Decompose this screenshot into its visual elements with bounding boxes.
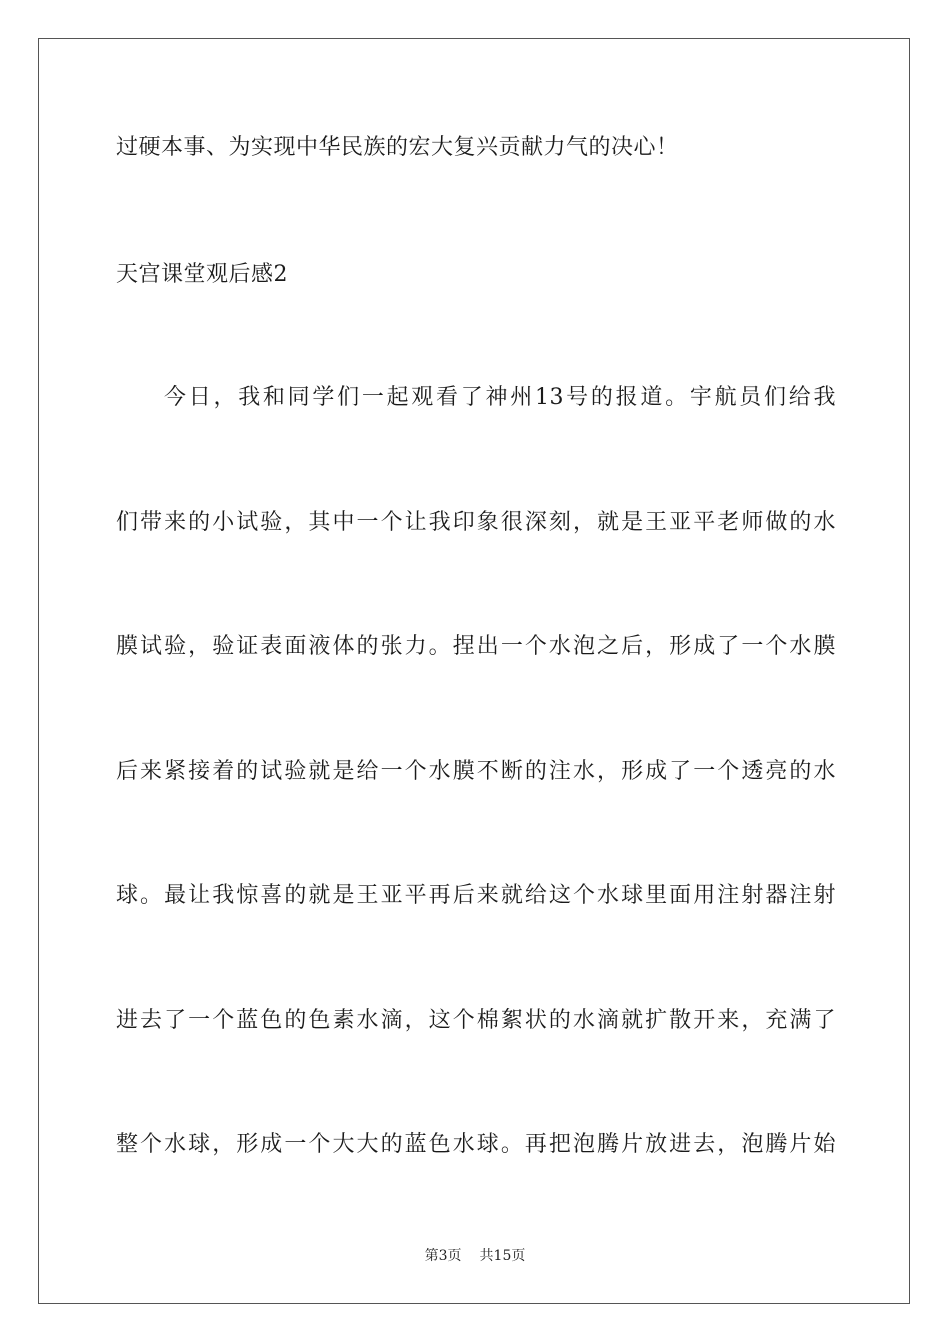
paragraph-line-2: 们带来的小试验，其中一个让我印象很深刻，就是王亚平老师做的水 [116,510,836,535]
paragraph-line-7: 整个水球，形成一个大大的蓝色水球。再把泡腾片放进去，泡腾片始 [116,1132,836,1157]
paragraph-line-3: 膜试验，验证表面液体的张力。捏出一个水泡之后，形成了一个水膜 [116,634,836,659]
page-border [38,38,910,1304]
section-heading: 天宫课堂观后感2 [116,262,288,287]
paragraph-line-1: 今日，我和同学们一起观看了神州13号的报道。宇航员们给我 [164,385,836,410]
text-line-1: 过硬本事、为实现中华民族的宏大复兴贡献力气的决心！ [116,135,679,160]
paragraph-line-4: 后来紧接着的试验就是给一个水膜不断的注水，形成了一个透亮的水 [116,759,836,784]
page-footer [0,1247,950,1265]
total-pages: 共15页 [479,1248,526,1264]
page-number: 第3页 [424,1248,462,1264]
paragraph-line-5: 球。最让我惊喜的就是王亚平再后来就给这个水球里面用注射器注射 [116,883,836,908]
paragraph-line-6: 进去了一个蓝色的色素水滴，这个棉絮状的水滴就扩散开来，充满了 [116,1008,836,1033]
